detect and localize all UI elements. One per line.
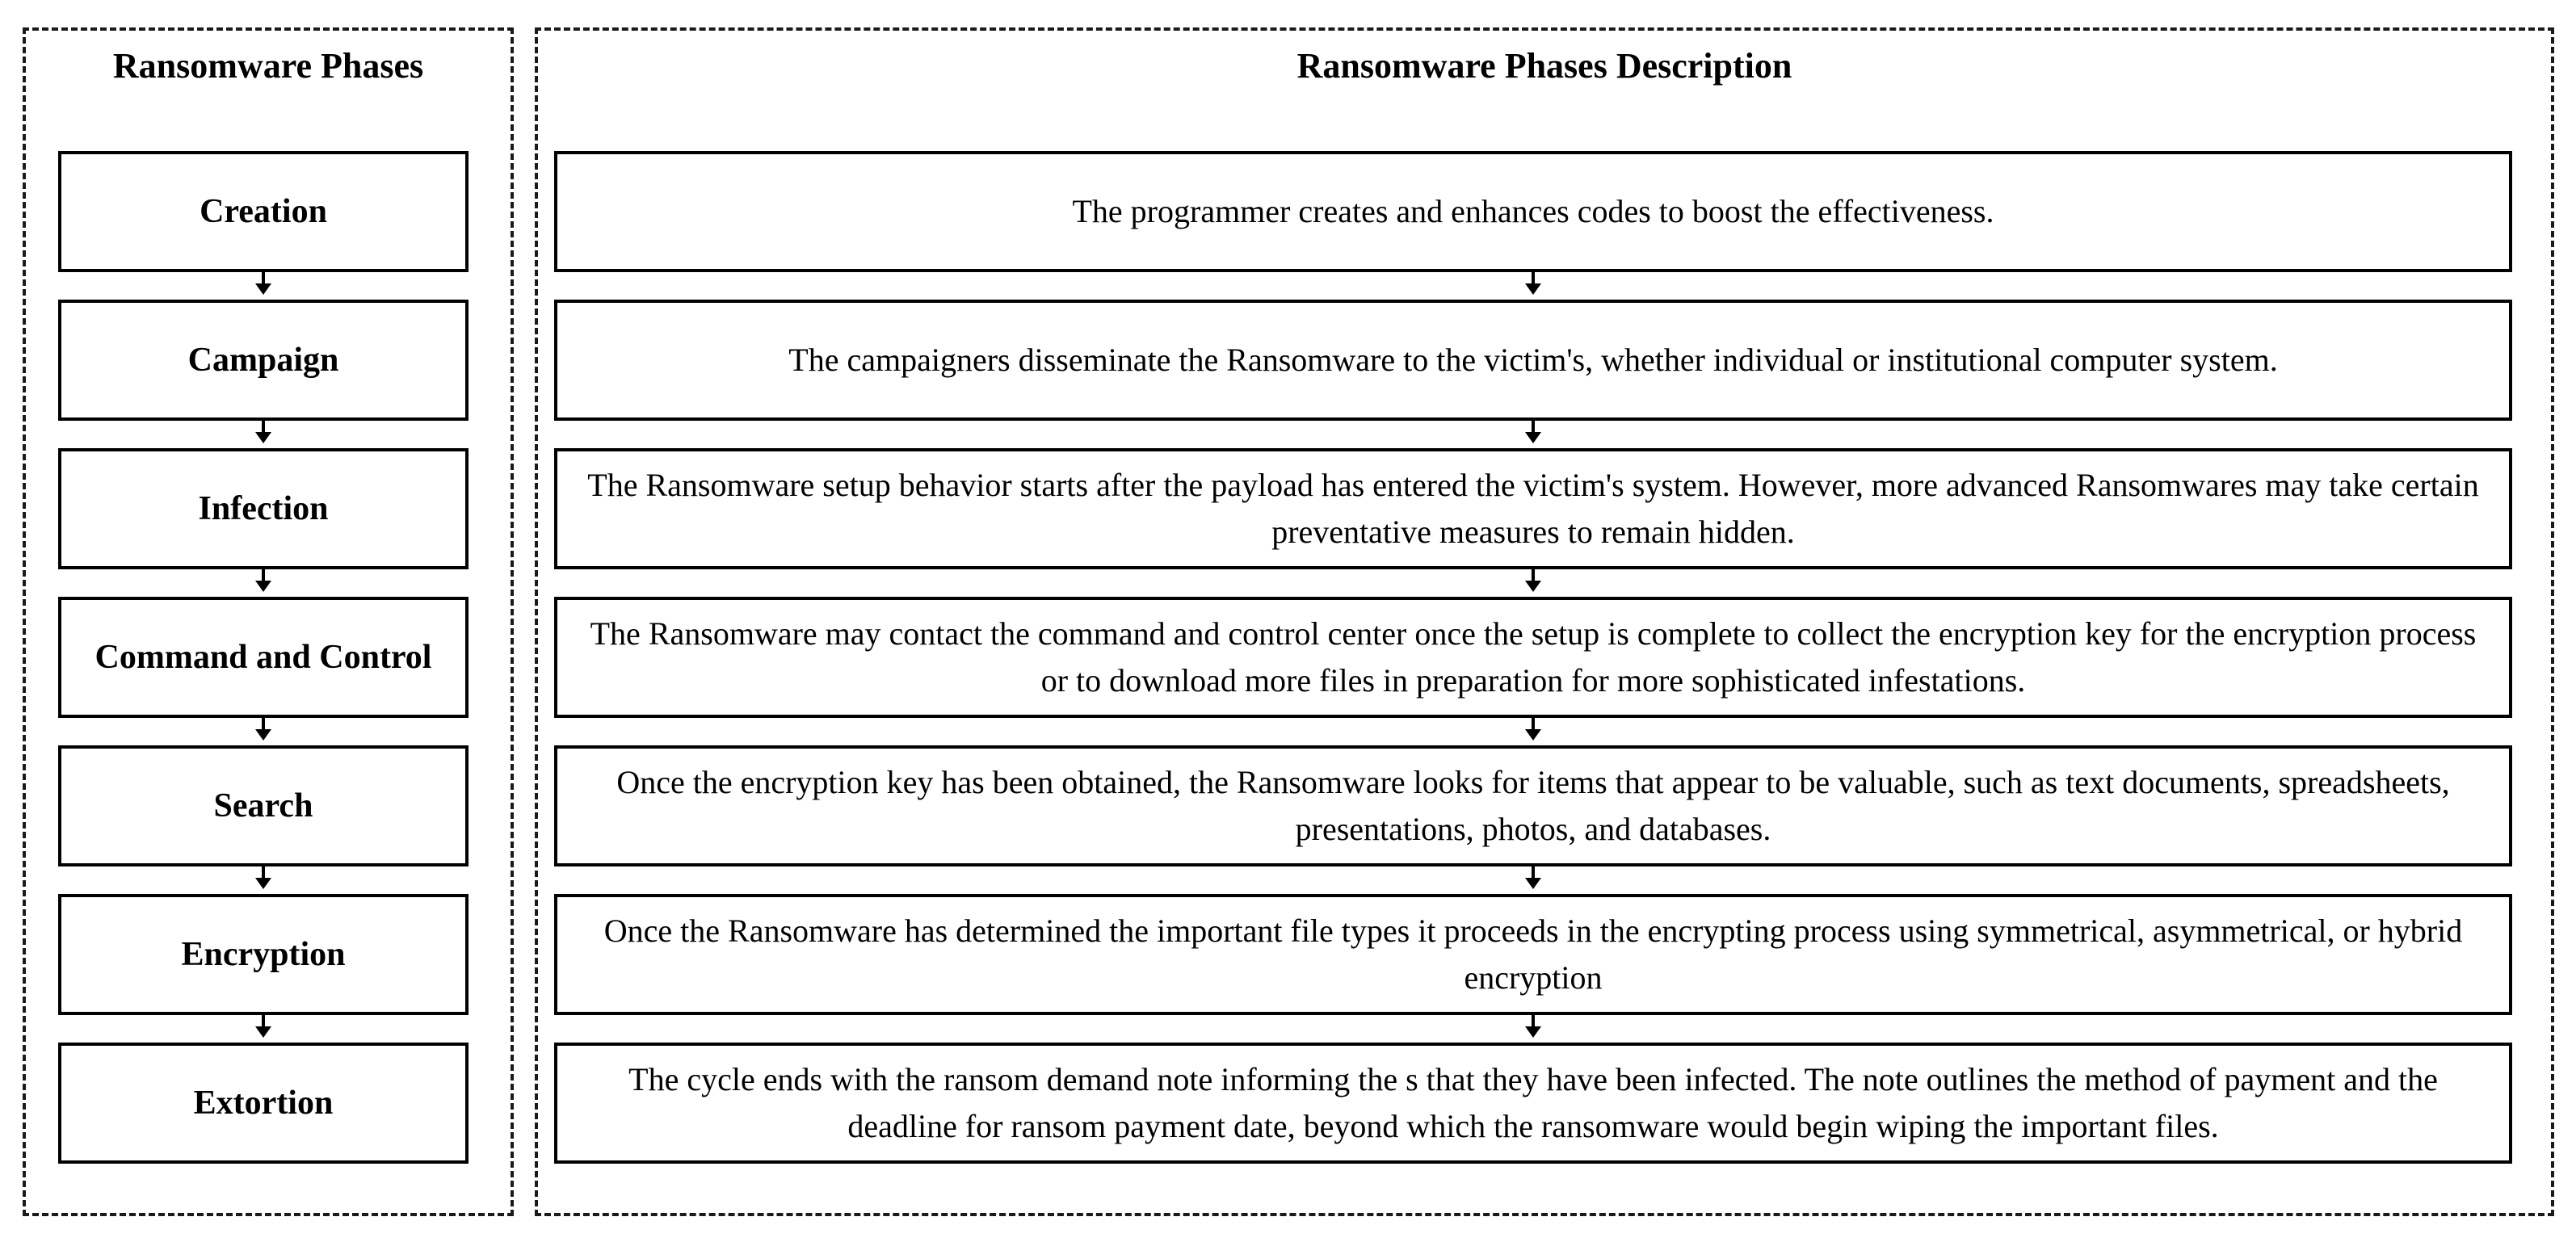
descriptions-panel-title: Ransomware Phases Description	[1296, 46, 1792, 86]
phases-panel-title: Ransomware Phases	[112, 46, 424, 86]
description-box-extortion: The cycle ends with the ransom demand note informing the s that they have been infected. The note outlines the method of payment and the deadline for ransom payment date, beyond which the ransomware would begin wiping the important files.	[554, 1043, 2512, 1164]
phase-box-extortion: Extortion	[58, 1043, 469, 1164]
phase-box-campaign: Campaign	[58, 300, 469, 421]
description-box-search: Once the encryption key has been obtained, the Ransomware looks for items that appear to be valuable, such as text documents, spreadsheets, presentations, photos, and databases.	[554, 745, 2512, 866]
phase-box-command-and-control: Command and Control	[58, 597, 469, 718]
phase-box-search: Search	[58, 745, 469, 866]
phase-box-encryption: Encryption	[58, 894, 469, 1015]
phase-box-creation: Creation	[58, 151, 469, 272]
description-box-campaign: The campaigners disseminate the Ransomware to the victim's, whether individual or institutional computer system.	[554, 300, 2512, 421]
phase-box-infection: Infection	[58, 448, 469, 569]
description-box-creation: The programmer creates and enhances codes to boost the effectiveness.	[554, 151, 2512, 272]
description-box-encryption: Once the Ransomware has determined the important file types it proceeds in the encrypting process using symmetrical, asymmetrical, or hybrid encryption	[554, 894, 2512, 1015]
description-box-infection: The Ransomware setup behavior starts after the payload has entered the victim's system. However, more advanced Ransomwares may take certain preventative measures to remain hidden.	[554, 448, 2512, 569]
description-box-command-and-control: The Ransomware may contact the command and control center once the setup is complete to collect the encryption key for the encryption process or to download more files in preparation for more sophisticated infestations.	[554, 597, 2512, 718]
